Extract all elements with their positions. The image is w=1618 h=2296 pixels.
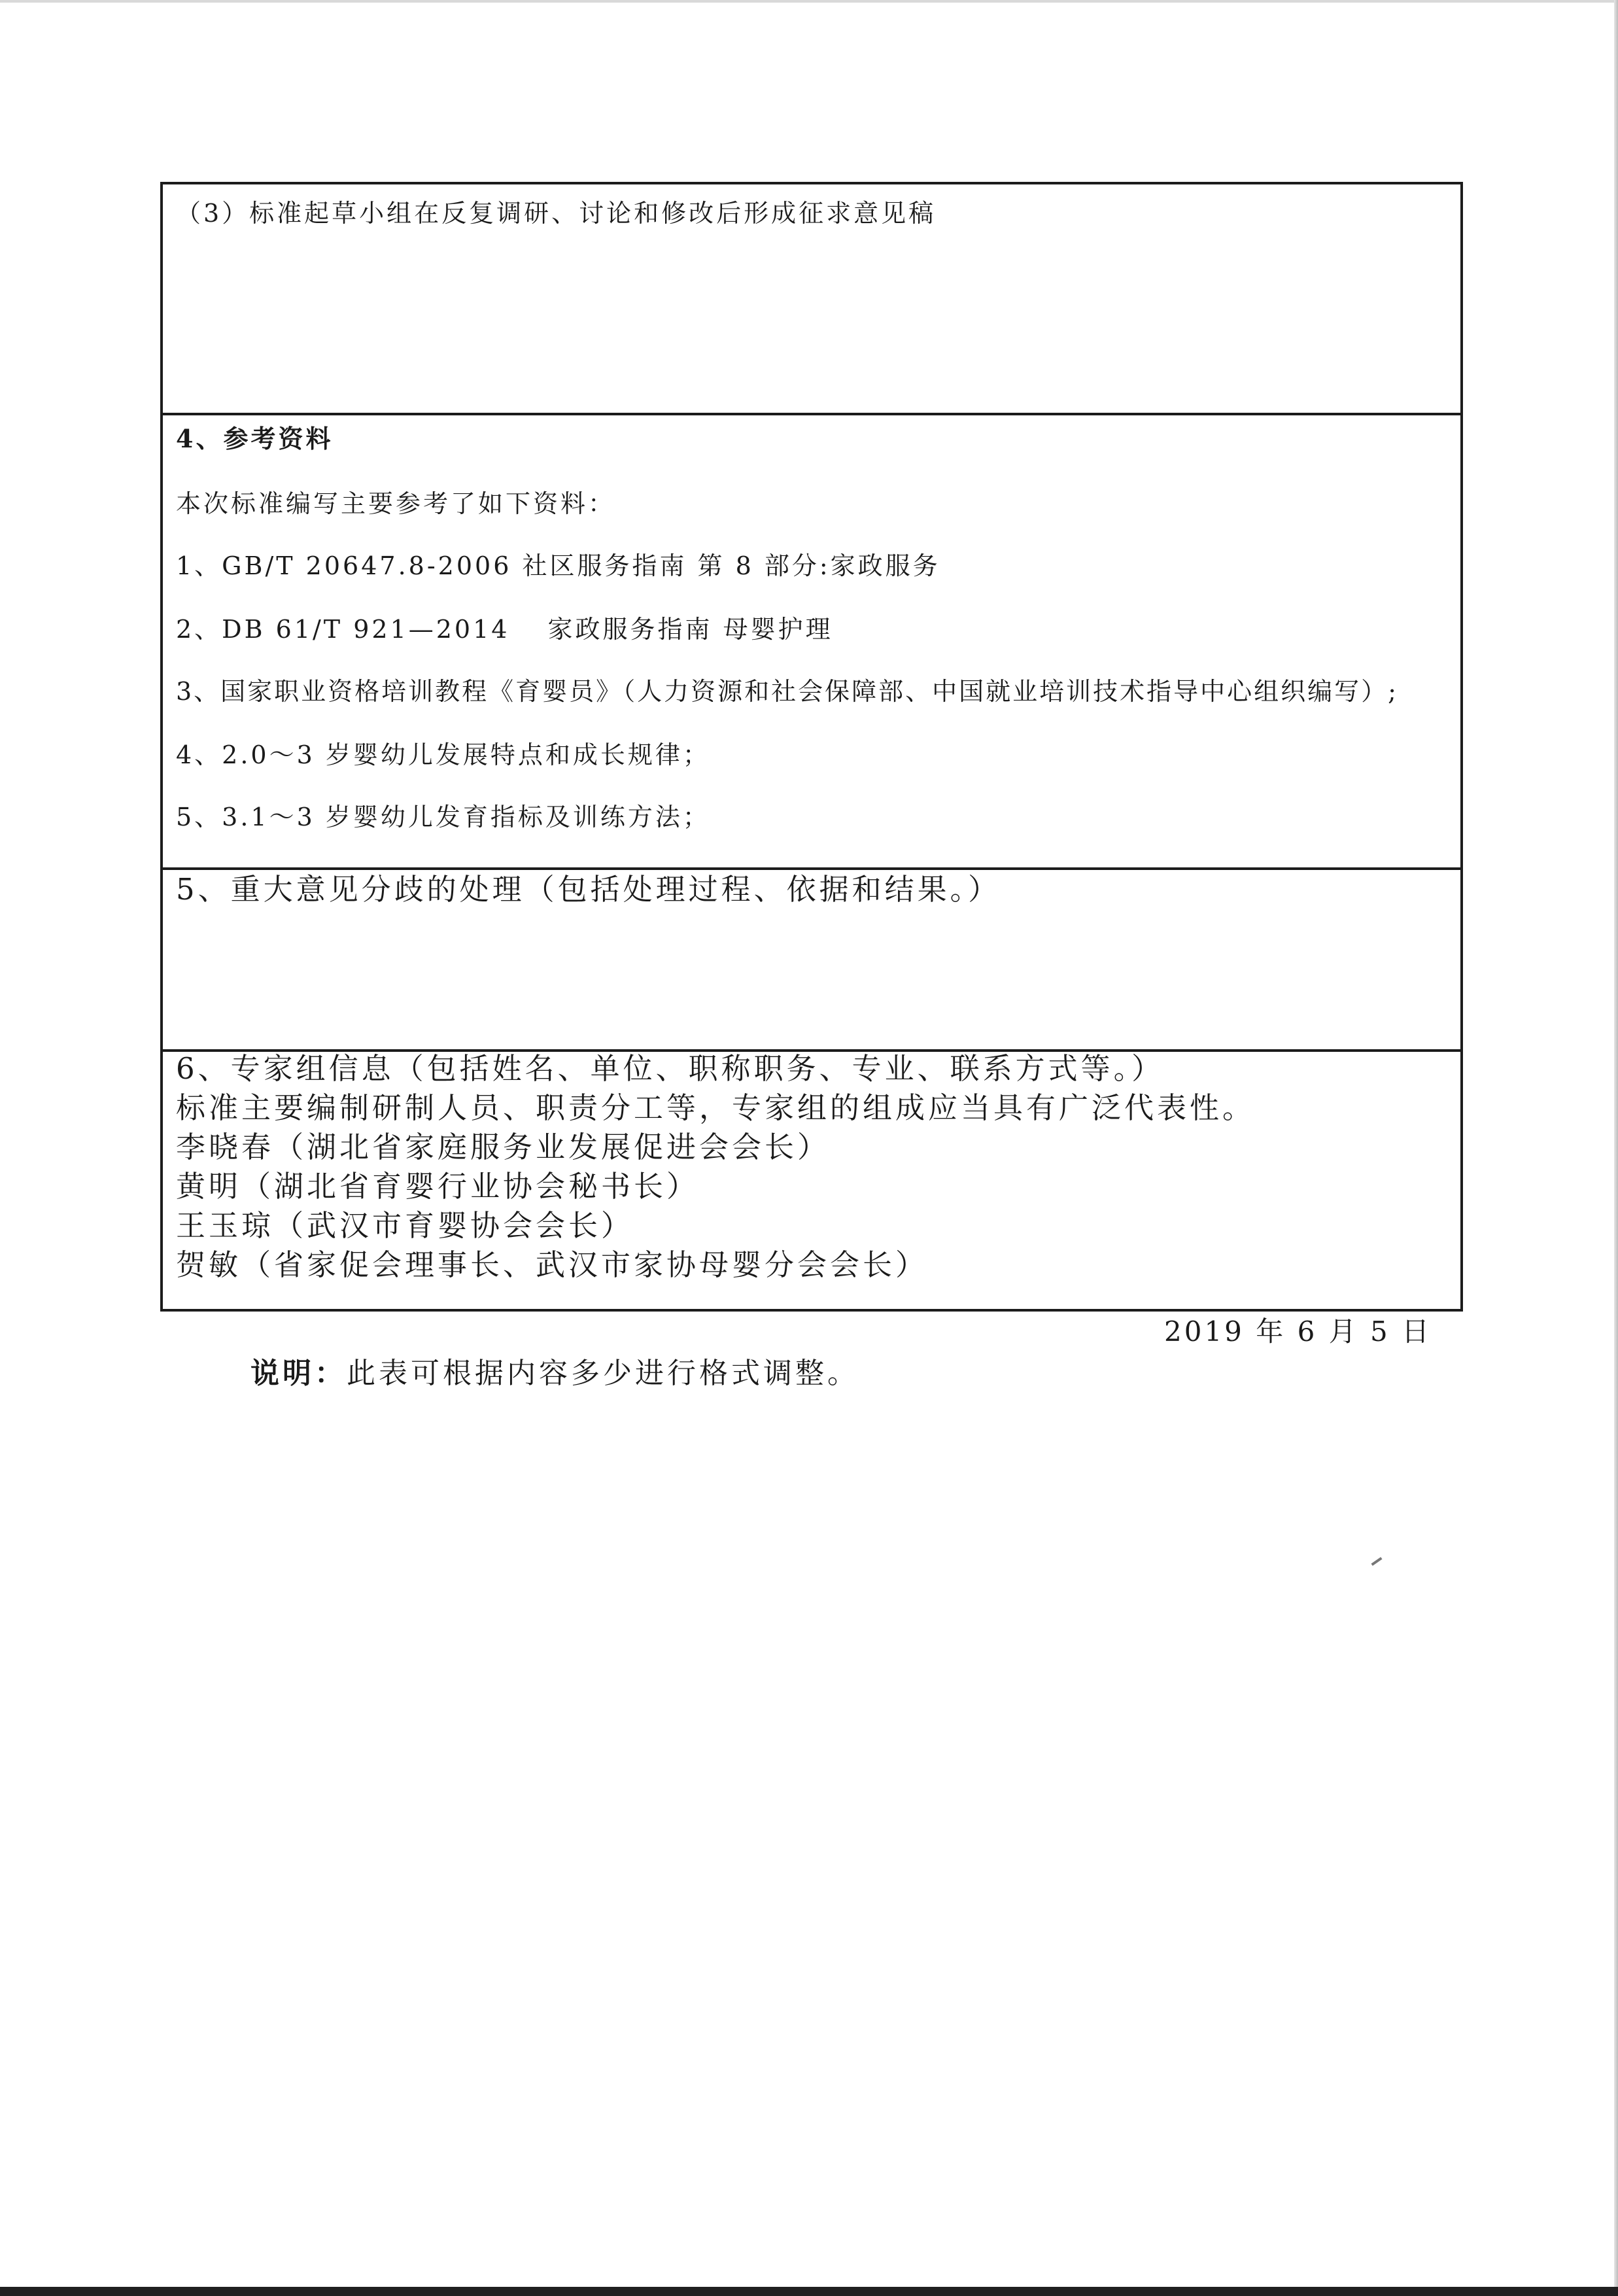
experts-heading: 6、专家组信息（包括姓名、单位、职称职务、专业、联系方式等。） (176, 1051, 1165, 1086)
references-heading: 4、参考资料 (176, 424, 334, 453)
note-label: 说明： (250, 1357, 347, 1390)
experts-row (163, 1052, 1460, 1309)
expert-member: 黄明（湖北省育婴行业协会秘书长） (176, 1169, 700, 1204)
reference-item: 4、2.0～3 岁婴幼儿发展特点和成长规律； (176, 740, 710, 769)
form-table (160, 182, 1463, 1312)
scan-edge-right (1614, 0, 1618, 2296)
expert-member: 李晓春（湖北省家庭服务业发展促进会会长） (176, 1130, 831, 1164)
reference-item: 2、DB 61/T 921—2014 家政服务指南 母婴护理 (176, 615, 833, 644)
note-text: 此表可根据内容多少进行格式调整。 (347, 1357, 859, 1390)
scan-edge-bottom (0, 2287, 1618, 2296)
footer-note (250, 1349, 859, 1391)
draft-step-text: （3）标准起草小组在反复调研、讨论和修改后形成征求意见稿 (176, 199, 937, 228)
draft-step-row (163, 184, 1460, 415)
scan-speck (1371, 1557, 1382, 1566)
reference-item: 3、国家职业资格培训教程《育婴员》（人力资源和社会保障部、中国就业培训技术指导中心组织编写）; (176, 677, 1398, 706)
reference-item: 1、GB/T 20647.8-2006 社区服务指南 第 8 部分:家政服务 (176, 551, 940, 580)
scan-edge-top (0, 0, 1618, 3)
references-intro: 本次标准编写主要参考了如下资料： (176, 489, 616, 518)
experts-intro: 标准主要编制研制人员、职责分工等，专家组的组成应当具有广泛代表性。 (176, 1090, 1256, 1125)
dispute-heading: 5、重大意见分歧的处理（包括处理过程、依据和结果。） (176, 872, 1001, 907)
signature-date: 2019 年 6 月 5 日 (1164, 1315, 1432, 1348)
expert-member: 王玉琼（武汉市育婴协会会长） (176, 1208, 634, 1243)
reference-item: 5、3.1～3 岁婴幼儿发育指标及训练方法； (176, 803, 710, 831)
references-row (163, 415, 1460, 870)
expert-member: 贺敏（省家促会理事长、武汉市家协母婴分会会长） (176, 1247, 929, 1282)
dispute-row (163, 870, 1460, 1052)
